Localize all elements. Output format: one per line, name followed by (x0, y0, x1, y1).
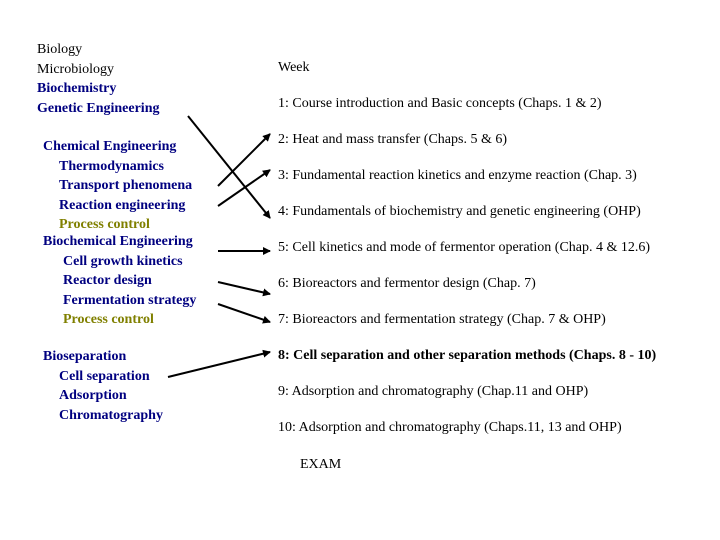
arrow-genetic-to-week4 (188, 116, 270, 218)
biosep-item-adsorption: Adsorption (59, 388, 127, 403)
arrow-reaction-to-week3 (218, 170, 270, 206)
biochem-eng-item-cell-growth: Cell growth kinetics (63, 253, 183, 269)
week-1: 1: Course introduction and Basic concepts (Chaps. 1 & 2) (278, 96, 602, 111)
arrow-chem-eng-to-week2 (218, 134, 270, 186)
chem-eng-item-reaction: Reaction engineering (59, 197, 186, 213)
schedule-header: Week (278, 60, 310, 75)
chem-eng-item-process-control: Process control (59, 217, 150, 232)
arrow-reactor-to-week6 (218, 282, 270, 294)
week-7: 7: Bioreactors and fermentation strategy (Chap. 7 & OHP) (278, 312, 606, 327)
field-biochemistry: Biochemistry (37, 81, 117, 96)
biochem-eng-item-fermentation: Fermentation strategy (63, 292, 197, 308)
week-2: 2: Heat and mass transfer (Chaps. 5 & 6) (278, 132, 507, 147)
week-3: 3: Fundamental reaction kinetics and enzyme reaction (Chap. 3) (278, 168, 637, 183)
chem-eng-heading: Chemical Engineering (43, 139, 177, 154)
field-microbiology: Microbiology (37, 61, 114, 77)
week-5: 5: Cell kinetics and mode of fermentor operation (Chap. 4 & 12.6) (278, 240, 651, 255)
biosep-heading: Bioseparation (43, 349, 127, 364)
field-genetic-engineering: Genetic Engineering (37, 100, 160, 116)
biosep-item-chromatography: Chromatography (59, 407, 163, 423)
biosep-item-cell-separation: Cell separation (59, 368, 150, 384)
arrow-fermentation-to-week7 (218, 304, 270, 322)
chem-eng-item-thermodynamics: Thermodynamics (59, 158, 164, 174)
arrow-biosep-to-week8 (168, 352, 270, 377)
week-6: 6: Bioreactors and fermentor design (Chap. 7) (278, 276, 536, 291)
field-biology: Biology (37, 42, 83, 57)
week-10: 10: Adsorption and chromatography (Chaps.11, 13 and OHP) (278, 420, 622, 435)
biochem-eng-heading: Biochemical Engineering (43, 234, 193, 249)
biochem-eng-item-reactor-design: Reactor design (63, 273, 152, 288)
chem-eng-item-transport: Transport phenomena (59, 178, 193, 193)
exam-label: EXAM (300, 457, 342, 472)
week-4: 4: Fundamentals of biochemistry and genetic engineering (OHP) (278, 204, 641, 219)
biochem-eng-item-process-control: Process control (63, 312, 154, 327)
week-9: 9: Adsorption and chromatography (Chap.11 and OHP) (278, 384, 589, 399)
week-8: 8: Cell separation and other separation methods (Chaps. 8 - 10) (278, 348, 657, 363)
